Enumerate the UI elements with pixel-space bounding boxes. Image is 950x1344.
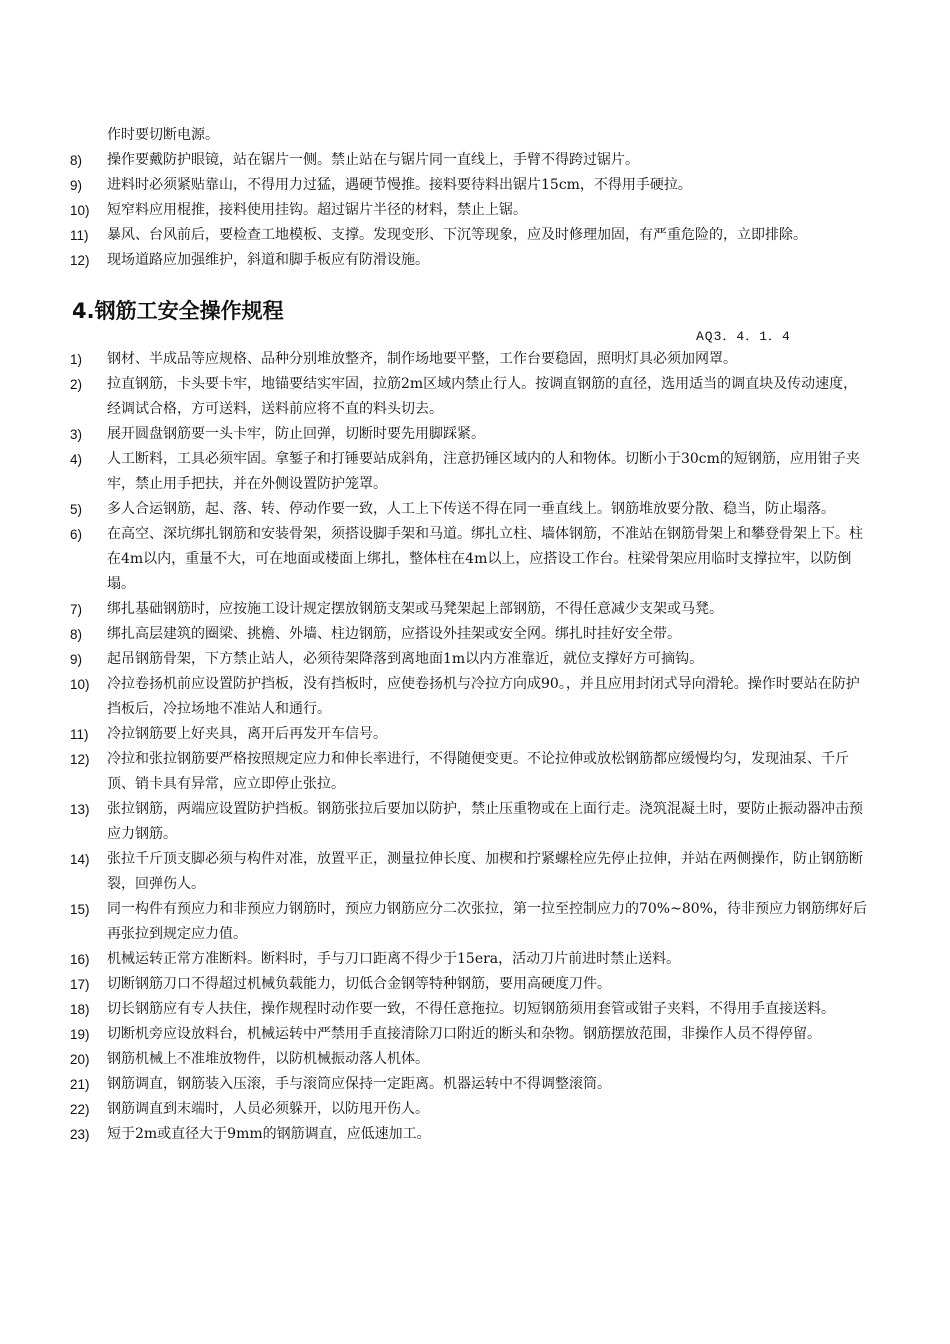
item-text: 在高空、深坑绑扎钢筋和安装骨架，须搭设脚手架和马道。绑扎立柱、墙体钢筋，不准站在钢筋骨架上和攀登骨架上下。柱在4m以内，重量不大，可在地面或楼面上绑扎，整体柱在4m以上，应搭设工作台。柱梁骨架应用临时支撑拉牢，以防倒塌。 xyxy=(107,526,863,592)
item-number: 1) xyxy=(70,352,83,367)
list-item xyxy=(70,223,870,248)
item-text: 暴风、台风前后，要检查工地模板、支撑。发现变形、下沉等现象，应及时修理加固，有严重危险的，立即排除。 xyxy=(107,227,807,243)
list-item xyxy=(70,722,870,747)
list-item xyxy=(70,597,870,622)
list-item xyxy=(70,347,870,372)
item-number: 12) xyxy=(70,253,90,268)
item-number: 10) xyxy=(70,203,90,218)
item-number: 11) xyxy=(70,228,89,243)
item-text: 绑扎基础钢筋时，应按施工设计规定摆放钢筋支架或马凳架起上部钢筋，不得任意减少支架或马凳。 xyxy=(107,601,723,617)
list-item xyxy=(70,847,870,897)
item-number: 23) xyxy=(70,1127,90,1142)
item-number: 3) xyxy=(70,427,83,442)
list-item xyxy=(70,1047,870,1072)
item-text: 短窄料应用棍推，接料使用挂钩。超过锯片半径的材料，禁止上锯。 xyxy=(107,202,527,218)
item-text: 张拉千斤顶支脚必须与构件对准，放置平正，测量拉伸长度、加楔和拧紧螺栓应先停止拉伸，并站在两侧操作，防止钢筋断裂，回弹伤人。 xyxy=(107,851,863,892)
item-number: 17) xyxy=(70,977,90,992)
item-text: 冷拉和张拉钢筋要严格按照规定应力和伸长率进行，不得随便变更。不论拉伸或放松钢筋都应缓慢均匀，发现油泵、千斤顶、销卡具有异常，应立即停止张拉。 xyxy=(107,751,849,792)
item-text: 钢材、半成品等应规格、品种分别堆放整齐，制作场地要平整，工作台要稳固，照明灯具必须加网罩。 xyxy=(107,351,737,367)
item-text: 钢筋调直，钢筋装入压滚，手与滚筒应保持一定距离。机器运转中不得调整滚筒。 xyxy=(107,1076,611,1092)
item-text: 拉直钢筋，卡头要卡牢，地锚要结实牢固，拉筋2m区域内禁止行人。按调直钢筋的直径，选用适当的调直块及传动速度，经调试合格，方可送料，送料前应将不直的料头切去。 xyxy=(107,376,858,417)
item-number: 9) xyxy=(70,652,83,667)
list-item xyxy=(70,897,870,947)
item-text: 张拉钢筋，两端应设置防护挡板。钢筋张拉后要加以防护，禁止压重物或在上面行走。浇筑混凝土时，要防止振动器冲击预应力钢筋。 xyxy=(107,801,863,842)
item-text: 展开圆盘钢筋要一头卡牢，防止回弹，切断时要先用脚踩紧。 xyxy=(107,426,485,442)
list-item xyxy=(70,497,870,522)
item-number: 12) xyxy=(70,752,90,767)
item-text: 多人合运钢筋，起、落、转、停动作要一致，人工上下传送不得在同一垂直线上。钢筋堆放要分散、稳当，防止塌落。 xyxy=(107,501,835,517)
item-number: 10) xyxy=(70,677,90,692)
item-number: 19) xyxy=(70,1027,90,1042)
list-item xyxy=(70,997,870,1022)
item-text: 冷拉钢筋要上好夹具，离开后再发开车信号。 xyxy=(107,726,387,742)
item-number: 5) xyxy=(70,502,83,517)
item-number: 4) xyxy=(70,452,83,467)
list-item xyxy=(70,647,870,672)
item-number: 11) xyxy=(70,727,89,742)
item-text: 切断钢筋刀口不得超过机械负载能力，切低合金钢等特种钢筋，要用高硬度刀件。 xyxy=(107,976,611,992)
item-text: 钢筋机械上不准堆放物件，以防机械振动落人机体。 xyxy=(107,1051,429,1067)
item-text: 同一构件有预应力和非预应力钢筋时，预应力钢筋应分二次张拉，第一拉至控制应力的70%~80%，待非预应力钢筋绑好后再张拉到规定应力值。 xyxy=(107,901,867,942)
item-number: 22) xyxy=(70,1102,90,1117)
list-item xyxy=(70,248,870,273)
item-number: 8) xyxy=(70,627,83,642)
rebar-rules-list xyxy=(70,347,870,1147)
item-text: 切断机旁应设放料台，机械运转中严禁用手直接清除刀口附近的断头和杂物。钢筋摆放范围，非操作人员不得停留。 xyxy=(107,1026,821,1042)
item-number: 9) xyxy=(70,178,83,193)
item-text: 切长钢筋应有专人扶住，操作规程时动作要一致，不得任意拖拉。切短钢筋须用套管或钳子夹料，不得用手直接送料。 xyxy=(107,1001,835,1017)
item-text: 进料时必须紧贴靠山，不得用力过猛，遇硬节慢推。接料要待料出锯片15cm，不得用手硬拉。 xyxy=(107,177,692,193)
carpentry-rules-list xyxy=(70,123,870,273)
list-item xyxy=(70,447,870,497)
item-text: 人工断料，工具必须牢固。拿錾子和打锤要站成斜角，注意扔锤区域内的人和物体。切断小于30cm的短钢筋，应用钳子夹牢，禁止用手把扶，并在外侧设置防护笼罩。 xyxy=(107,451,860,492)
list-item xyxy=(70,372,870,422)
item-number: 13) xyxy=(70,802,90,817)
item-number: 8) xyxy=(70,153,83,168)
list-item xyxy=(70,148,870,173)
item-text: 钢筋调直到末端时，人员必须躲开，以防甩开伤人。 xyxy=(107,1101,429,1117)
item-number: 14) xyxy=(70,852,90,867)
item-number: 21) xyxy=(70,1077,90,1092)
list-item xyxy=(70,522,870,597)
list-item xyxy=(70,972,870,997)
list-item xyxy=(70,198,870,223)
list-item xyxy=(70,797,870,847)
item-text: 冷拉卷扬机前应设置防护挡板，没有挡板时，应使卷扬机与冷拉方向成90。，并且应用封闭式导向滑轮。操作时要站在防护挡板后，冷拉场地不准站人和通行。 xyxy=(107,676,860,717)
list-item xyxy=(70,947,870,972)
item-number: 16) xyxy=(70,952,90,967)
item-number: 18) xyxy=(70,1002,90,1017)
list-item xyxy=(70,1072,870,1097)
item-number: 2) xyxy=(70,377,83,392)
list-item xyxy=(70,173,870,198)
list-item xyxy=(70,1022,870,1047)
section-heading: 4.钢筋工安全操作规程 xyxy=(72,299,284,323)
document-code: AQ3．4．1．4 xyxy=(696,329,791,344)
item-number: 20) xyxy=(70,1052,90,1067)
item-text: 现场道路应加强维护，斜道和脚手板应有防滑设施。 xyxy=(107,252,429,268)
item-number: 7) xyxy=(70,602,83,617)
item-text: 短于2m或直径大于9mm的钢筋调直，应低速加工。 xyxy=(107,1126,431,1142)
continuation-line: 作时要切断电源。 xyxy=(107,127,219,143)
list-item xyxy=(70,1097,870,1122)
list-item xyxy=(70,747,870,797)
list-item xyxy=(70,622,870,647)
list-item xyxy=(70,422,870,447)
item-text: 机械运转正常方准断料。断料时，手与刀口距离不得少于15era，活动刀片前进时禁止送料。 xyxy=(107,951,681,967)
item-number: 15) xyxy=(70,902,90,917)
list-item xyxy=(70,672,870,722)
item-text: 起吊钢筋骨架，下方禁止站人，必须待架降落到离地面1m以内方准靠近，就位支撑好方可摘钩。 xyxy=(107,651,704,667)
list-item xyxy=(70,1122,870,1147)
item-number: 6) xyxy=(70,527,83,542)
item-text: 绑扎高层建筑的圈梁、挑檐、外墙、柱边钢筋，应搭设外挂架或安全网。绑扎时挂好安全带。 xyxy=(107,626,681,642)
item-text: 操作要戴防护眼镜，站在锯片一侧。禁止站在与锯片同一直线上，手臂不得跨过锯片。 xyxy=(107,152,639,168)
